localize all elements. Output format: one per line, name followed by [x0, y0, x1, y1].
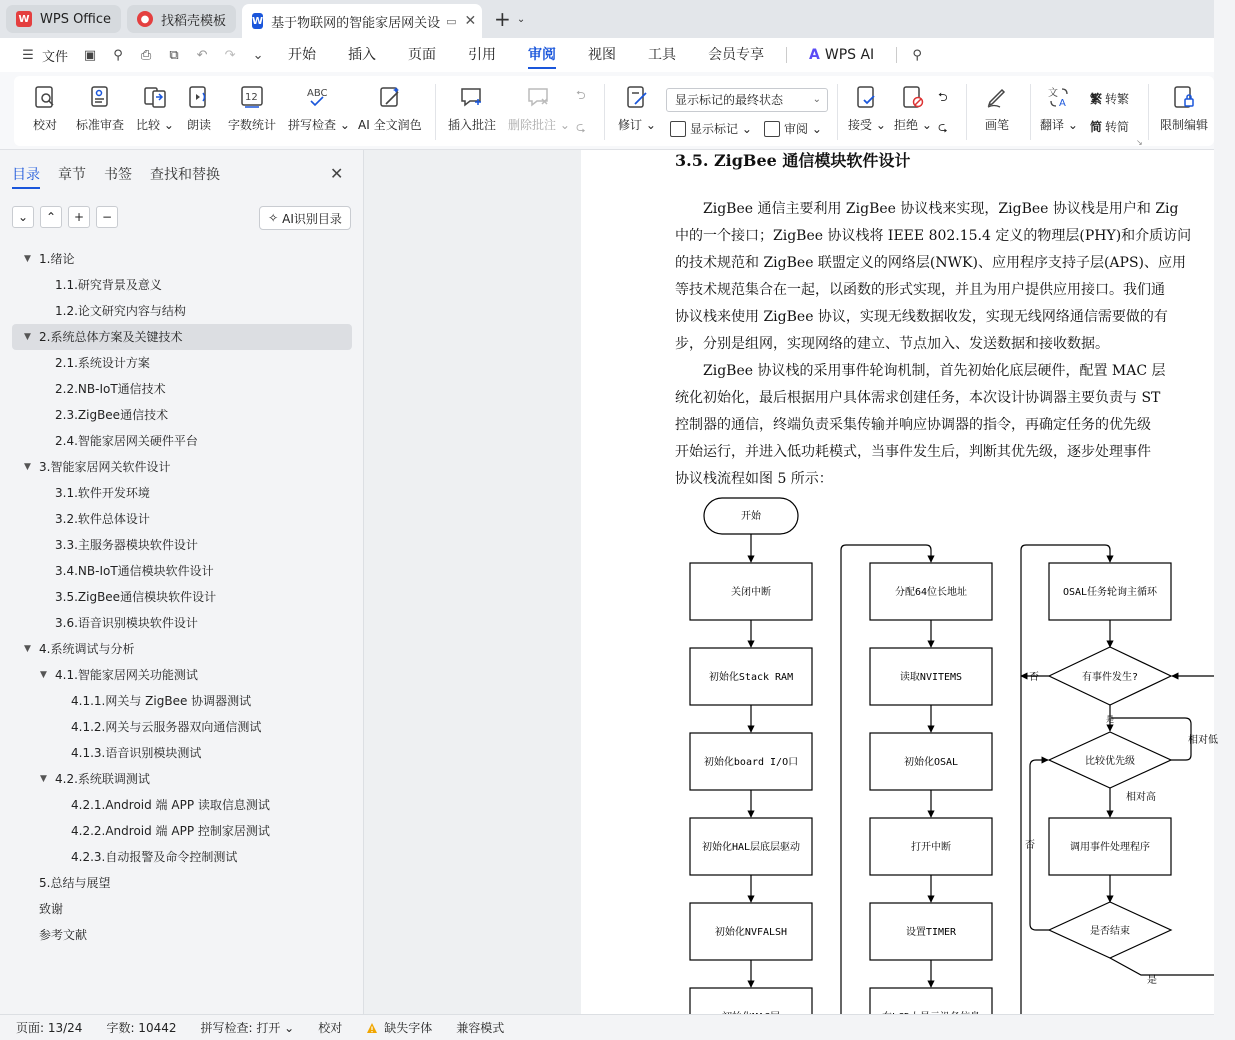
- restrict-edit-button[interactable]: [1160, 84, 1208, 133]
- tab-template[interactable]: [127, 5, 236, 33]
- flow-box-label: 分配64位长地址: [894, 587, 968, 598]
- toc-item-label: 3.5.ZigBee通信模块软件设计: [55, 590, 217, 604]
- toc-item[interactable]: [12, 532, 352, 558]
- toc-item[interactable]: [12, 272, 352, 298]
- menu-member[interactable]: 会员专享: [708, 47, 765, 63]
- document-page[interactable]: [581, 150, 1218, 1014]
- toc-item[interactable]: [12, 870, 352, 896]
- proofread-label: 校对: [32, 118, 57, 132]
- toc-item[interactable]: [12, 688, 352, 714]
- ribbon-separator: [1148, 84, 1149, 140]
- toc-tools: [12, 206, 124, 228]
- simplified-icon: 简: [1090, 120, 1103, 134]
- docer-logo-icon: ●: [137, 11, 153, 27]
- print-preview-icon[interactable]: ⧉: [169, 47, 179, 63]
- compare-icon: [142, 84, 168, 110]
- toc-item-label: 5.总结与展望: [39, 876, 111, 890]
- link-icon[interactable]: ⚲: [113, 47, 123, 63]
- flow-decision-label: 是否结束: [1090, 926, 1130, 937]
- restrict-edit-label: 限制编辑: [1160, 118, 1209, 132]
- standard-review-button[interactable]: [76, 84, 124, 133]
- revise-button[interactable]: [618, 84, 656, 133]
- prev-comment-icon[interactable]: ⮌: [576, 88, 586, 102]
- hamburger-icon[interactable]: ☰: [22, 47, 34, 63]
- flow-box-label: 关闭中断: [731, 587, 771, 598]
- tab-label: 找稻壳模板: [161, 13, 227, 29]
- tab-label: 基于物联网的智能家居网关设: [271, 15, 441, 31]
- toc-item-label: 4.2.2.Android 端 APP 控制家居测试: [71, 824, 270, 838]
- delete-comment-icon: [526, 84, 552, 110]
- tab-label: WPS Office: [40, 11, 112, 27]
- text-line: 等技术规范集合在一起，以函数的形式实现，并且为用户提供应用接口。我们通: [675, 282, 1165, 298]
- nav-tab-find-replace[interactable]: 查找和替换: [150, 167, 220, 183]
- flow-box-label: 设置TIMER: [905, 927, 957, 938]
- toc-item[interactable]: [12, 636, 352, 662]
- read-aloud-button[interactable]: [186, 84, 212, 133]
- flow-box-label: 调用事件处理程序: [1070, 842, 1150, 853]
- ai-wand-icon: [377, 84, 403, 110]
- proof-indicator[interactable]: 校对: [318, 1021, 343, 1035]
- flow-box-label: OSAL任务轮询主循环: [1062, 587, 1158, 598]
- flow-label-yes: 是: [1147, 975, 1157, 986]
- toc-item-label: 2.2.NB-IoT通信技术: [55, 382, 166, 396]
- toc-item[interactable]: [12, 246, 352, 272]
- close-tab-icon[interactable]: ✕: [464, 13, 477, 29]
- toc-item[interactable]: [12, 922, 352, 948]
- ribbon-separator: [435, 84, 436, 140]
- reject-label: 拒绝 ⌄: [894, 118, 932, 132]
- ai-recognize-toc-button[interactable]: [259, 206, 351, 230]
- toc-item[interactable]: [12, 662, 352, 688]
- toc-item[interactable]: [12, 740, 352, 766]
- text-line: 协议栈流程如图 5 所示：: [675, 471, 833, 487]
- add-heading-icon[interactable]: +: [68, 206, 90, 228]
- collapse-up-icon[interactable]: ⌃: [40, 206, 62, 228]
- toc-item[interactable]: [12, 428, 352, 454]
- toc-item-label: 3.1.软件开发环境: [55, 486, 150, 500]
- next-change-icon[interactable]: ⮎: [938, 120, 948, 134]
- flow-label-no: 否: [1029, 672, 1039, 683]
- undo-icon[interactable]: ↶: [196, 47, 208, 63]
- toc-item[interactable]: [12, 844, 352, 870]
- display-mode-value: 显示标记的最终状态: [675, 93, 784, 107]
- word-count-icon: [239, 84, 265, 110]
- toc-item[interactable]: [12, 584, 352, 610]
- toc-toggle-icon[interactable]: ▼: [24, 462, 31, 472]
- toc-list: [12, 246, 352, 948]
- ribbon-separator: [1030, 84, 1031, 140]
- review-pane-button[interactable]: 审阅 ⌄: [764, 120, 822, 137]
- pen-button[interactable]: [984, 84, 1010, 133]
- toc-toggle-icon[interactable]: ▼: [40, 670, 47, 680]
- spell-check-label: 拼写检查 ⌄: [288, 118, 350, 132]
- word-count-button[interactable]: [228, 84, 276, 133]
- toc-item-label: 4.1.3.语音识别模块测试: [71, 746, 202, 760]
- new-tab-icon[interactable]: +: [494, 7, 511, 31]
- standard-review-label: 标准审查: [76, 118, 125, 132]
- flow-decision-label: 有事件发生?: [1081, 672, 1139, 683]
- toc-item-label: 4.1.2.网关与云服务器双向通信测试: [71, 720, 262, 734]
- text-line: 步，分别是组网，实现网络的建立、节点加入、发送数据和接收数据。: [675, 336, 1109, 352]
- redo-icon[interactable]: ↷: [224, 47, 236, 63]
- toc-toggle-icon[interactable]: ▼: [24, 254, 31, 264]
- ribbon: [0, 72, 1214, 150]
- ribbon-separator: [604, 84, 605, 140]
- show-marks-button[interactable]: 显示标记 ⌄: [670, 120, 752, 137]
- file-menu[interactable]: 文件: [42, 49, 69, 65]
- proofread-icon: [32, 84, 58, 110]
- search-icon[interactable]: ⚲: [912, 47, 922, 63]
- toc-toggle-icon[interactable]: ▼: [24, 332, 31, 342]
- navigation-pane: [0, 150, 364, 1014]
- ai-proofread-label: AI 全文润色: [358, 118, 422, 132]
- delete-comment-label: 删除批注 ⌄: [508, 118, 570, 132]
- flow-box-label: 初始化HAL层底层驱动: [701, 842, 801, 853]
- toc-item-label: 1.绪论: [39, 252, 75, 266]
- toc-item-label: 3.3.主服务器模块软件设计: [55, 538, 198, 552]
- toc-item-label: 4.2.系统联调测试: [55, 772, 150, 786]
- section-heading: 3.5. ZigBee 通信模块软件设计: [675, 151, 911, 170]
- svg-text:ABC: ABC: [306, 88, 328, 99]
- svg-text:A: A: [1058, 98, 1066, 109]
- print-icon[interactable]: ⎙: [140, 47, 152, 63]
- toc-item-label: 1.1.研究背景及意义: [55, 278, 162, 292]
- menu-page[interactable]: 页面: [408, 47, 437, 63]
- translate-label: 翻译 ⌄: [1040, 118, 1078, 132]
- toc-item[interactable]: [12, 896, 352, 922]
- remove-heading-icon[interactable]: −: [96, 206, 118, 228]
- nav-tab-toc[interactable]: 目录: [12, 164, 40, 189]
- to-traditional-label: 转繁: [1105, 92, 1130, 106]
- toc-item[interactable]: [12, 818, 352, 844]
- translate-icon: [1046, 84, 1072, 110]
- menu-insert[interactable]: 插入: [348, 47, 377, 63]
- menu-separator: [786, 47, 787, 63]
- nav-tab-bookmarks[interactable]: 书签: [104, 167, 132, 183]
- flow-decision-label: 比较优先级: [1085, 756, 1135, 767]
- flow-start-label: 开始: [741, 511, 761, 522]
- tab-document[interactable]: [242, 4, 482, 38]
- reject-icon: [900, 84, 926, 110]
- svg-text:12: 12: [245, 92, 258, 103]
- toc-item-label: 4.系统调试与分析: [39, 642, 135, 656]
- show-marks-label: 显示标记: [690, 122, 739, 136]
- toc-item-label: 2.系统总体方案及关键技术: [39, 330, 183, 344]
- review-pane-icon: [764, 121, 780, 137]
- insert-comment-icon: [459, 84, 485, 110]
- flow-connector: [1110, 958, 1214, 975]
- to-simplified-label: 转简: [1105, 120, 1130, 134]
- toc-item[interactable]: [12, 610, 352, 636]
- read-aloud-icon: [186, 84, 212, 110]
- close-pane-icon[interactable]: ✕: [330, 164, 344, 183]
- text-line: 控制器的通信，终端负责采集传输并响应协调器的指令，再确定任务的优先级: [675, 417, 1151, 433]
- wps-ai-label: WPS AI: [824, 47, 875, 63]
- ribbon-separator: [837, 84, 838, 140]
- word-count-label: 字数统计: [228, 118, 277, 132]
- menu-view[interactable]: 视图: [588, 47, 617, 63]
- next-comment-icon[interactable]: ⮎: [576, 120, 586, 134]
- ai-sparkle-icon: ✧: [268, 211, 279, 225]
- compare-button[interactable]: [136, 84, 174, 133]
- page-indicator[interactable]: 页面: 13/24: [16, 1021, 83, 1035]
- flow-box-label: 初始化NVFALSH: [714, 927, 788, 938]
- menu-reference[interactable]: 引用: [468, 47, 497, 63]
- toc-item[interactable]: [12, 402, 352, 428]
- toc-item[interactable]: [12, 714, 352, 740]
- more-chevron-icon[interactable]: ⌄: [252, 47, 264, 63]
- review-label: 审阅: [784, 122, 809, 136]
- pen-label: 画笔: [984, 118, 1009, 132]
- flow-box-label: 初始化OSAL: [903, 757, 959, 768]
- toc-item-label: 4.1.1.网关与 ZigBee 协调器测试: [71, 694, 252, 708]
- toc-toggle-icon[interactable]: ▼: [40, 774, 47, 784]
- accept-button[interactable]: [848, 84, 886, 133]
- tab-list-chevron-icon[interactable]: ⌄: [516, 13, 526, 25]
- ai-recognize-label: AI识别目录: [282, 211, 342, 226]
- toc-item[interactable]: [12, 766, 352, 792]
- toc-item-label: 4.2.1.Android 端 APP 读取信息测试: [71, 798, 270, 812]
- flow-box-label: 打开中断: [911, 842, 951, 853]
- text-line: 统化初始化，最后根据用户具体需求创建任务，本次设计协调器主要负责与 ST: [675, 390, 1161, 406]
- nav-tabs: [12, 164, 238, 189]
- toc-item-label: 3.2.软件总体设计: [55, 512, 150, 526]
- to-simplified-button[interactable]: [1090, 118, 1129, 135]
- revise-label: 修订 ⌄: [618, 118, 656, 132]
- toc-toggle-icon[interactable]: ▼: [24, 644, 31, 654]
- ai-proofread-button[interactable]: [358, 84, 422, 133]
- monitor-icon[interactable]: ▭: [446, 14, 457, 28]
- show-marks-icon: [670, 121, 686, 137]
- flow-box-label: 初始化board I/O口: [703, 757, 799, 768]
- text-line: 协议栈来使用 ZigBee 协议，实现无线数据收发，实现无线网络通信需要做的有: [675, 309, 1168, 325]
- toc-item-label: 2.3.ZigBee通信技术: [55, 408, 169, 422]
- missing-font-indicator[interactable]: 缺失字体: [366, 1019, 432, 1036]
- accept-label: 接受 ⌄: [848, 118, 886, 132]
- toc-item[interactable]: [12, 558, 352, 584]
- menu-tools[interactable]: 工具: [648, 47, 677, 63]
- toc-item-label: 参考文献: [39, 928, 88, 942]
- flow-box-label: 初始化Stack RAM: [708, 672, 794, 683]
- protocol-stack-flowchart: [581, 150, 1218, 1014]
- text-line: 中的一个接口；ZigBee 协议栈将 IEEE 802.15.4 定义的物理层(PHY)和介质访问: [675, 228, 1192, 244]
- display-mode-select[interactable]: [666, 88, 828, 112]
- insert-comment-button[interactable]: [448, 84, 496, 133]
- standard-review-icon: [87, 84, 113, 110]
- word-count-indicator[interactable]: 字数: 10442: [106, 1021, 177, 1035]
- menu-separator: [896, 47, 897, 63]
- traditional-icon: 繁: [1090, 92, 1103, 106]
- flow-label-yes: 是: [1106, 715, 1114, 724]
- spell-check-indicator[interactable]: 拼写检查: 打开 ⌄: [200, 1020, 295, 1035]
- read-aloud-label: 朗读: [186, 118, 211, 132]
- flow-label-no: 否: [1025, 840, 1035, 851]
- toc-item[interactable]: [12, 454, 352, 480]
- reject-button[interactable]: [894, 84, 932, 133]
- expand-down-icon[interactable]: ⌄: [12, 206, 34, 228]
- save-icon[interactable]: ▣: [83, 47, 97, 63]
- menu-home[interactable]: 开始: [288, 47, 317, 63]
- text-line: 开始运行，并进入低功耗模式，当事件发生后，判断其优先级，逐步处理事件: [675, 444, 1151, 460]
- chevron-down-icon: ⌄: [812, 94, 821, 105]
- toc-item[interactable]: [12, 298, 352, 324]
- prev-change-icon[interactable]: ⮌: [938, 90, 948, 104]
- toc-item-label: 1.2.论文研究内容与结构: [55, 304, 186, 318]
- toc-item[interactable]: [12, 324, 352, 350]
- toc-item-label: 2.4.智能家居网关硬件平台: [55, 434, 198, 448]
- compare-label: 比较 ⌄: [136, 118, 174, 132]
- tab-wps-office[interactable]: [6, 5, 121, 33]
- toc-item-label: 4.1.智能家居网关功能测试: [55, 668, 198, 682]
- ribbon-toolbar: [14, 76, 1214, 146]
- text-line: ZigBee 协议栈的采用事件轮询机制，首先初始化底层硬件，配置 MAC 层: [703, 363, 1166, 379]
- toc-item-label: 3.4.NB-IoT通信模块软件设计: [55, 564, 214, 578]
- toc-item[interactable]: [12, 480, 352, 506]
- restrict-edit-icon: [1171, 84, 1197, 110]
- menu-wps-ai[interactable]: [793, 38, 890, 72]
- flow-box-label: 读取NVITEMS: [899, 672, 963, 683]
- spell-check-icon: [306, 84, 332, 110]
- svg-text:文: 文: [1047, 88, 1058, 99]
- toc-item-label: 4.2.3.自动报警及命令控制测试: [71, 850, 238, 864]
- proofread-button[interactable]: [32, 84, 58, 133]
- title-tab-bar: [0, 0, 1214, 38]
- toc-item-label: 3.6.语音识别模块软件设计: [55, 616, 198, 630]
- toc-item[interactable]: [12, 376, 352, 402]
- toc-item-label: 2.1.系统设计方案: [55, 356, 150, 370]
- menu-bar: [0, 38, 1214, 72]
- flow-label-high: 相对高: [1126, 792, 1156, 803]
- toc-item[interactable]: [12, 350, 352, 376]
- menu-review[interactable]: 审阅: [512, 38, 572, 72]
- status-bar: [0, 1014, 1214, 1040]
- text-line: ZigBee 通信主要利用 ZigBee 协议栈来实现，ZigBee 协议栈是用户和 Zig: [703, 201, 1179, 217]
- accept-icon: [854, 84, 880, 110]
- text-line: 的技术规范和 ZigBee 联盟定义的网络层(NWK)、应用程序支持子层(APS)、应用: [675, 255, 1186, 271]
- ribbon-separator: [966, 84, 967, 140]
- toc-item-label: 3.智能家居网关软件设计: [39, 460, 171, 474]
- warning-icon: [366, 1022, 378, 1034]
- insert-comment-label: 插入批注: [448, 118, 497, 132]
- spell-check-button[interactable]: [288, 84, 350, 133]
- compat-mode-indicator: 兼容模式: [456, 1021, 505, 1035]
- word-doc-icon: W: [252, 13, 263, 29]
- revise-icon: [624, 84, 650, 110]
- translate-button[interactable]: [1040, 84, 1078, 133]
- flow-label-low: 相对低: [1188, 735, 1218, 746]
- document-margin-area: [364, 150, 581, 1014]
- to-traditional-button[interactable]: [1090, 90, 1129, 107]
- toc-item-label: 致谢: [39, 902, 64, 916]
- toc-item[interactable]: [12, 792, 352, 818]
- wps-ai-icon: A: [809, 47, 820, 63]
- toc-item[interactable]: [12, 506, 352, 532]
- wps-logo-icon: W: [16, 11, 32, 27]
- nav-tab-sections[interactable]: 章节: [58, 167, 86, 183]
- pen-icon: [984, 84, 1010, 110]
- delete-comment-button[interactable]: [508, 84, 570, 133]
- ribbon-expand-icon[interactable]: ↘: [1136, 138, 1143, 147]
